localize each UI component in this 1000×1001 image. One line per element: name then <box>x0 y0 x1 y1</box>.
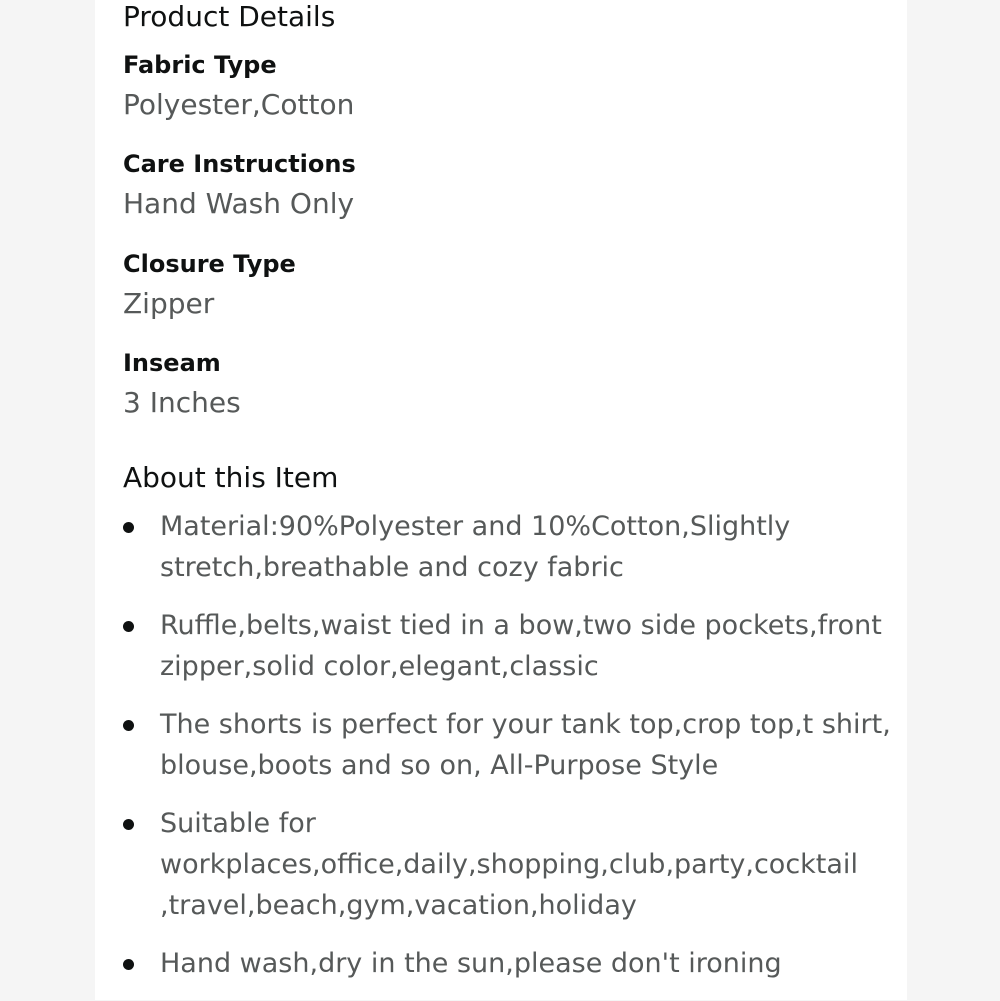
about-bullet-text: Material:90%Polyester and 10%Cotton,Slightly stretch,breathable and cozy fabric <box>160 511 791 583</box>
bullet-dot-icon <box>123 959 134 970</box>
about-bullet-item <box>123 943 893 984</box>
about-bullet-text: Suitable for workplaces,office,daily,shopping,club,party,cocktail ,travel,beach,gym,vacation,holiday <box>160 808 858 921</box>
about-bullet-item <box>123 704 893 786</box>
detail-care-instructions <box>123 149 823 221</box>
detail-inseam <box>123 348 823 420</box>
bullet-dot-icon <box>123 720 134 731</box>
detail-label: Care Instructions <box>123 150 356 178</box>
about-bullet-item <box>123 605 893 687</box>
product-info-panel <box>95 0 907 1000</box>
detail-value: Hand Wash Only <box>123 187 355 220</box>
detail-value: Zipper <box>123 287 215 320</box>
detail-closure-type <box>123 249 823 321</box>
detail-label: Closure Type <box>123 250 296 278</box>
detail-value: 3 Inches <box>123 386 241 419</box>
detail-label: Fabric Type <box>123 51 277 79</box>
bullet-dot-icon <box>123 819 134 830</box>
about-bullet-item <box>123 506 893 588</box>
about-bullet-text: Hand wash,dry in the sun,please don't ironing <box>160 948 782 979</box>
about-bullet-text: The shorts is perfect for your tank top,crop top,t shirt, blouse,boots and so on, All-Purpose Style <box>160 709 891 781</box>
about-bullet-list <box>123 506 893 1001</box>
about-bullet-item <box>123 803 893 926</box>
about-bullet-text: Ruffle,belts,waist tied in a bow,two side pockets,front zipper,solid color,elegant,classic <box>160 610 882 682</box>
detail-value: Polyester,Cotton <box>123 88 355 121</box>
product-details-title: Product Details <box>123 0 336 33</box>
bullet-dot-icon <box>123 522 134 533</box>
detail-label: Inseam <box>123 349 221 377</box>
bullet-dot-icon <box>123 621 134 632</box>
about-item-title: About this Item <box>123 461 339 494</box>
detail-fabric-type <box>123 50 823 122</box>
